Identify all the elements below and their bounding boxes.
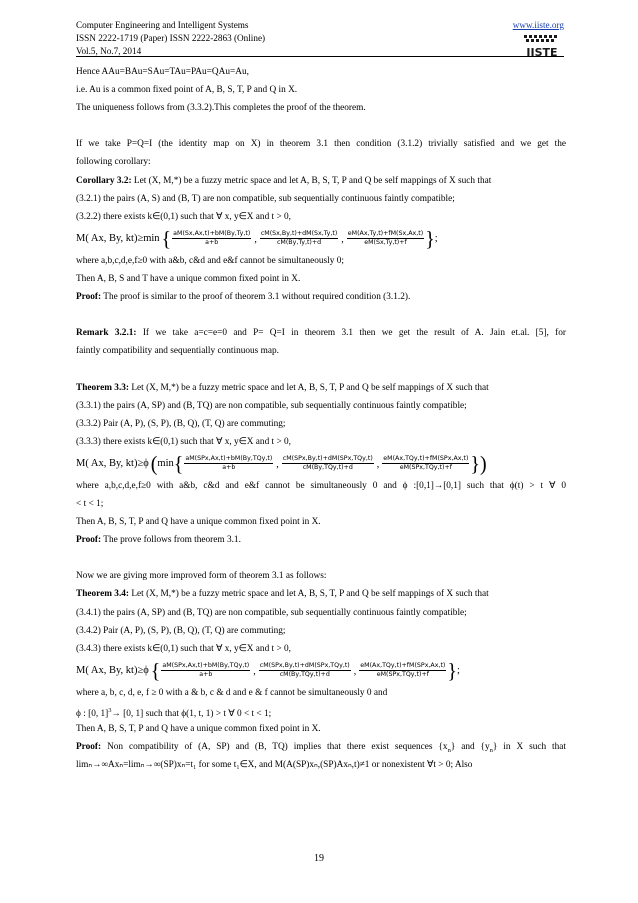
text-line: (3.4.3) there exists k∈(0,1) such that ∀ x, y∈X and t > 0, [76, 643, 291, 654]
proof-label: Proof: [76, 742, 102, 753]
page-header [76, 19, 564, 58]
fraction: $\frac{cM(Sx,By,t)+dM(Sx,Ty,t)}{cM(By,Ty,t)+d}$ [260, 230, 338, 247]
equation-corollary-3-2: M( Ax, By, kt)≥min { $\frac{aM(Sx,Ax,t)+bM(By,Ty,t)}{a+b}$ , $\frac{cM(Sx,By,t)+dM(Sx,Ty,t)}{cM(By,Ty,t)+d}$ , $\frac{eM(Ax,Ty,t)+fM(Sx,Ax,t)}{eM(Sx,Ty,t)+f}$ } ; [76, 227, 438, 251]
text-line: i.e. Au is a common fixed point of A, B, S, T, P and Q in X. [76, 85, 298, 96]
logo-text: IISTE [526, 46, 558, 59]
text-line: (3.2.2) there exists k∈(0,1) such that ∀ x, y∈X and t > 0, [76, 211, 291, 222]
text-line: where a, b, c, d, e, f ≥ 0 with a & b, c & d and e & f cannot be simultaneously 0 and [76, 687, 388, 698]
journal-url-link[interactable]: www.iiste.org [512, 20, 564, 30]
issn-line: ISSN 2222-1719 (Paper) ISSN 2222-2863 (Online) [76, 33, 266, 43]
text-line: (3.2.1) the pairs (A, S) and (B, T) are non compatible, sub sequentially continuous faintly compatible; [76, 193, 455, 204]
fraction: $\frac{\text{aM(SPx,Ax,t)+bM(By,TQy,t)}}{a+b}$ [162, 662, 250, 679]
proof-line: Proof: The proof is similar to the proof of theorem 3.1 without required condition (3.1.2). [76, 292, 411, 303]
volume-line: Vol.5, No.7, 2014 [76, 46, 142, 56]
theorem-3-3-heading: Theorem 3.3: Let (X, M,*) be a fuzzy metric space and let A, B, S, T, P and Q be self mappings of X such that [76, 382, 489, 393]
fraction: $\frac{\text{aM(SPx,Ax,t)+bM(By,TQy,t)}}{a+b}$ [185, 455, 273, 472]
fraction: $\frac{eM(Ax,Ty,t)+fM(Sx,Ax,t)}{eM(Sx,Ty,t)+f}$ [347, 230, 424, 247]
theorem-label: Theorem 3.4: [76, 589, 130, 600]
journal-name: Computer Engineering and Intelligent Systems [76, 20, 249, 30]
text-line: faintly compatibility and sequentially continuous map. [76, 346, 279, 357]
text-line: (3.4.2) Pair (A, P), (S, P), (B, Q), (T, Q) are commuting; [76, 625, 286, 636]
text-line: < t < 1; [76, 498, 104, 509]
text-line: (3.3.2) Pair (A, P), (S, P), (B, Q), (T, Q) are commuting; [76, 418, 286, 429]
header-rule [76, 56, 564, 57]
text-line: Now we are giving more improved form of theorem 3.1 as follows: [76, 571, 327, 582]
equation-theorem-3-3: M( Ax, By, kt)≥ϕ ( min { $\frac{\text{aM(SPx,Ax,t)+bM(By,TQy,t)}}{a+b}$ , $\frac{\text{cM(SPx,By,t)+dM(SPx,TQy,t)}}{\text{cM(By,TQy,t)+d}}$ , $\frac{\text{eM(Ax,TQy,t)+fM(SPx,Ax,t)}}{\text{eM(SPx,TQy,t)+f}}$ }) [76, 452, 487, 476]
fraction: $\frac{\text{cM(SPx,By,t)+dM(SPx,TQy,t)}}{\text{cM(By,TQy,t)+d}}$ [259, 662, 350, 679]
text-line: limₙ→∞Axₙ=limₙ→∞(SP)xₙ=t₁ for some t₁∈X, and M(A(SP)xₙ,(SP)Axₙ,t)≠1 or nonexistent ∀t > 0; Also [76, 760, 473, 771]
fraction: $\frac{\text{eM(Ax,TQy,t)+fM(SPx,Ax,t)}}{\text{eM(SPx,TQy,t)+f}}$ [360, 662, 446, 679]
text-line: where a,b,c,d,e,f≥0 with a&b, c&d and e&f cannot be simultaneously 0; [76, 255, 344, 266]
text-line: (3.3.1) the pairs (A, SP) and (B, TQ) are non compatible, sub sequentially continuous faintly compatible; [76, 400, 467, 411]
text-line: following corollary: [76, 157, 151, 168]
proof-line: Proof: Non compatibility of (A, SP) and (B, TQ) implies that there exist sequences $\{x_n\}$ and $\{y_n\}$ in X such that [76, 742, 566, 754]
text-line: Hence AAu=BAu=SAu=TAu=PAu=QAu=Au, [76, 67, 249, 77]
corollary-3-2-heading: Corollary 3.2: Let (X, M,*) be a fuzzy metric space and let A, B, S, T, P and Q be self mappings of X such that [76, 175, 492, 186]
text-line: where a,b,c,d,e,f≥0 with a&b, c&d and e&f cannot be simultaneously 0 and ϕ :[0,1]→[0,1] such that ϕ(t) > t ∀ 0 [76, 480, 566, 491]
fraction: $\frac{\text{eM(Ax,TQy,t)+fM(SPx,Ax,t)}}{\text{eM(SPx,TQy,t)+f}}$ [383, 455, 469, 472]
fraction: $\frac{\text{cM(SPx,By,t)+dM(SPx,TQy,t)}}{\text{cM(By,TQy,t)+d}}$ [282, 455, 373, 472]
theorem-label: Theorem 3.3: [76, 382, 130, 393]
theorem-3-4-heading: Theorem 3.4: Let (X, M,*) be a fuzzy metric space and let A, B, S, T, P and Q be self mappings of X such that [76, 589, 489, 600]
page-body [76, 63, 566, 774]
text-line: If we take P=Q=I (the identity map on X) in theorem 3.1 then condition (3.1.2) trivially satisfied and we get the [76, 139, 566, 150]
corollary-label: Corollary 3.2: [76, 175, 132, 186]
equation-theorem-3-4: M( Ax, By, kt)≥ϕ { $\frac{\text{aM(SPx,Ax,t)+bM(By,TQy,t)}}{a+b}$ , $\frac{\text{cM(SPx,By,t)+dM(SPx,TQy,t)}}{\text{cM(By,TQy,t)+d}}$ , $\frac{\text{eM(Ax,TQy,t)+fM(SPx,Ax,t)}}{\text{eM(SPx,TQy,t)+f}}$ } ; [76, 659, 460, 683]
text-line: Then A, B, S and T have a unique common fixed point in X. [76, 273, 301, 284]
remark-label: Remark 3.2.1: [76, 328, 137, 339]
proof-label: Proof: [76, 292, 102, 303]
text-line: Then A, B, S, T, P and Q have a unique common fixed point in X. [76, 517, 321, 528]
text-line: (3.3.3) there exists k∈(0,1) such that ∀ x, y∈X and t > 0, [76, 436, 291, 447]
text-line: The uniqueness follows from (3.3.2).This completes the proof of the theorem. [76, 103, 366, 114]
text-line: (3.4.1) the pairs (A, SP) and (B, TQ) are non compatible, sub sequentially continuous faintly compatible; [76, 607, 467, 618]
text-line: Then A, B, S, T, P and Q have a unique common fixed point in X. [76, 724, 321, 734]
fraction: $\frac{aM(Sx,Ax,t)+bM(By,Ty,t)}{a+b}$ [173, 230, 251, 247]
page-number: 19 [314, 853, 324, 864]
proof-label: Proof: [76, 535, 102, 546]
text-line: ϕ : [0, 1]$^3$→ [0, 1] such that ϕ(1, t, 1) > t ∀ 0 < t < 1; [76, 706, 272, 719]
remark-3-2-1-heading: Remark 3.2.1: If we take a=c=e=0 and P= Q=I in theorem 3.1 then we get the result of A. Jain et.al. [5], for [76, 328, 566, 339]
proof-line: Proof: The prove follows from theorem 3.1. [76, 535, 241, 546]
